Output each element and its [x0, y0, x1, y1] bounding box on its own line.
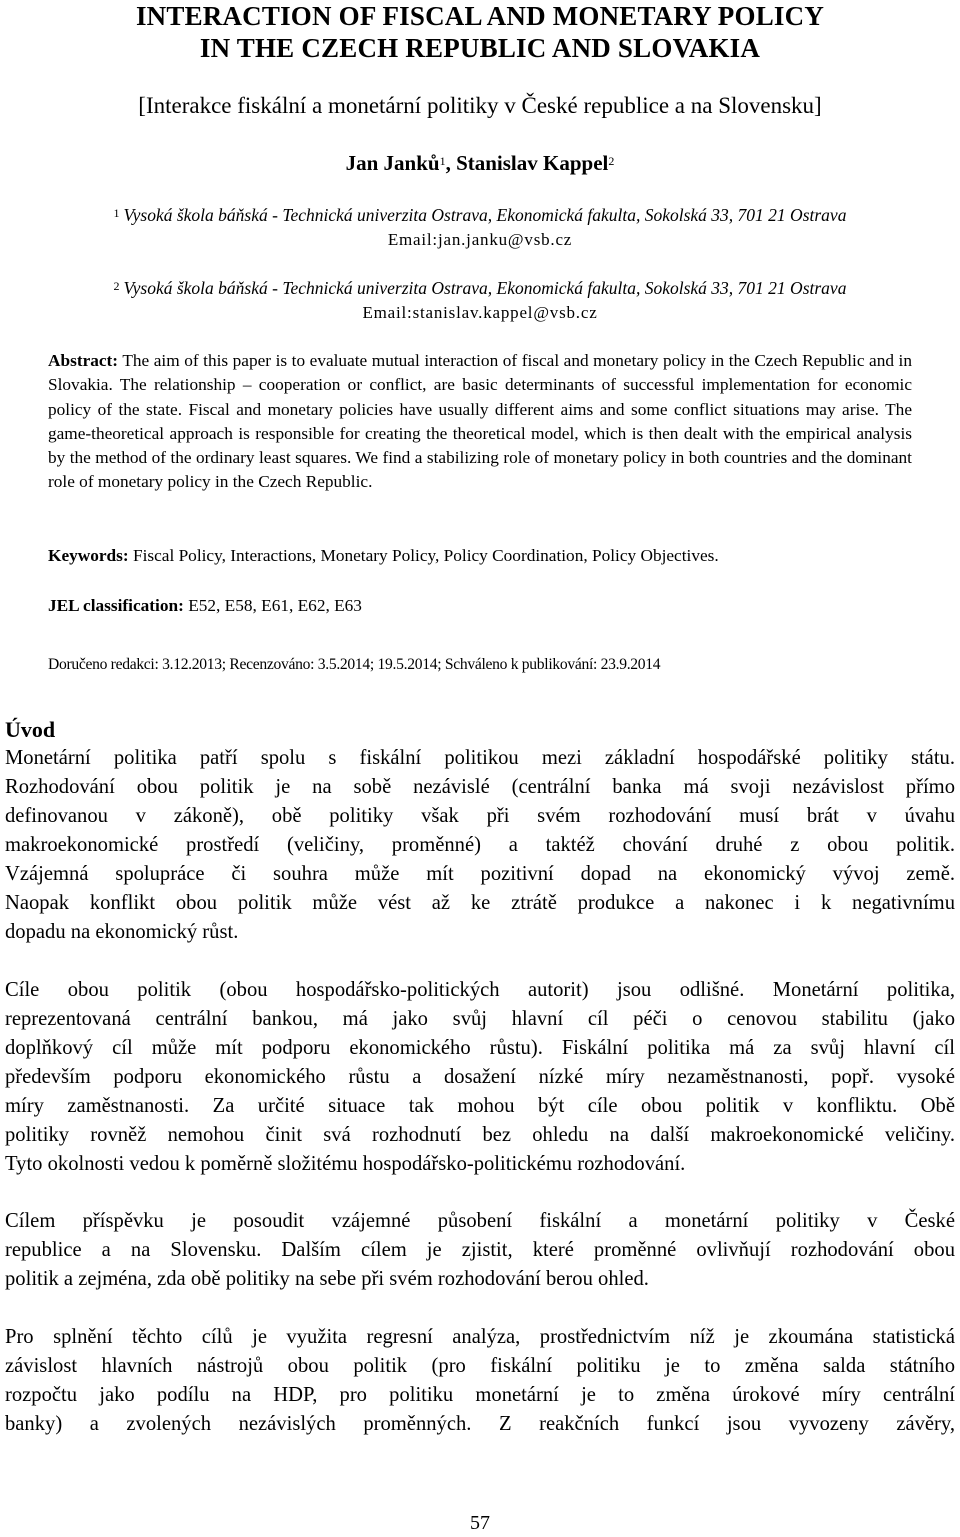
email-1: Email:jan.janku@vsb.cz: [387, 230, 573, 249]
author-affiliation-mark: 1: [439, 154, 446, 168]
author-name: Stanislav Kappel: [456, 151, 609, 175]
paragraph-line: makroekonomické prostředí (veličiny, proměnné) a taktéž chování druhé z obou politik.: [5, 834, 955, 856]
body-paragraph-3: [5, 1207, 955, 1294]
author-affiliation-mark: 2: [608, 154, 615, 168]
author-separator: ,: [445, 151, 457, 175]
paragraph-line: závislost hlavních nástrojů obou politik (pro fiskální politiku je to změna salda státního: [5, 1355, 955, 1377]
paragraph-line: politiky rovněž nemohou činit svá rozhodnutí bez ohledu na další makroekonomické veličiny.: [5, 1124, 955, 1146]
paragraph-line: republice a na Slovensku. Dalším cílem je zjistit, které proměnné ovlivňují rozhodování obou: [5, 1239, 955, 1261]
keywords: [48, 544, 928, 568]
affiliation-number: 2: [113, 279, 120, 293]
affiliation-number: 1: [113, 206, 120, 220]
paragraph-line: rozpočtu jako podílu na HDP, pro politiku monetární je to změna úrokové míry centrální: [5, 1384, 955, 1406]
abstract-text: The aim of this paper is to evaluate mutual interaction of fiscal and monetary policy in the Czech Republic and in Slovakia. The relationship ‒ cooperation or conflict, are basic determinants of successful implementation for economic policy of the state. Fiscal and monetary policies have usually different aims and some conflict situations may arise. The game-theoretical approach is responsible for creating the theoretical model, which is then dealt with the empirical analysis by the method of the ordinary least squares. We find a stabilizing role of monetary policy in both countries and the dominant role of monetary policy in the Czech Republic.: [48, 351, 913, 492]
jel-label: JEL classification:: [48, 596, 184, 615]
body-paragraph-4: [5, 1323, 955, 1439]
authors-line: [0, 150, 960, 176]
paragraph-line: definovanou v zákoně), obě politiky však při svém rozhodování musí brát v úvahu: [5, 805, 955, 827]
editorial-dates: Doručeno redakci: 3.12.2013; Recenzováno: 3.5.2014; 19.5.2014; Schváleno k publikování: 23.9.2014: [48, 656, 661, 673]
paragraph-line: Monetární politika patří spolu s fiskální politikou mezi základní hospodářské politiky státu.: [5, 747, 955, 769]
paragraph-line: reprezentovaná centrální bankou, má jako svůj hlavní cíl péči o cenovou stabilitu (jako: [5, 1008, 955, 1030]
jel-classification: [48, 594, 928, 618]
body-paragraph-2: [5, 976, 955, 1179]
paragraph-line: Tyto okolnosti vedou k poměrně složitému hospodářsko-politickému rozhodování.: [5, 1153, 686, 1175]
jel-codes: E52, E58, E61, E62, E63: [188, 596, 362, 615]
paragraph-line: především podporu ekonomického růstu a dosažení nízké míry nezaměstnanosti, popř. vysoké: [5, 1066, 955, 1088]
body-paragraph-1: [5, 744, 955, 947]
page-number: 57: [470, 1512, 490, 1534]
paragraph-line: míry zaměstnanosti. Za určité situace tak mohou být cíle obou politik v konfliktu. Obě: [5, 1095, 955, 1117]
affiliation-2: [0, 276, 960, 300]
email-2: Email:stanislav.kappel@vsb.cz: [362, 303, 598, 322]
abstract-label: Abstract:: [48, 351, 119, 370]
paper-title-line-1: INTERACTION OF FISCAL AND MONETARY POLICY: [135, 1, 825, 31]
paragraph-line: doplňkový cíl může mít podporu ekonomického růstu). Fiskální politika má za svůj hlavní cíl: [5, 1037, 955, 1059]
paper-subtitle: [Interakce fiskální a monetární politiky v České republice a na Slovensku]: [138, 93, 822, 118]
keywords-text: Fiscal Policy, Interactions, Monetary Policy, Policy Coordination, Policy Objectives.: [132, 546, 719, 565]
paragraph-line: Cílem příspěvku je posoudit vzájemné působení fiskální a monetární politiky v České: [5, 1210, 955, 1232]
paragraph-line: Cíle obou politik (obou hospodářsko-politických autorit) jsou odlišné. Monetární politika,: [5, 979, 955, 1001]
affiliation-text: Vysoká škola báňská - Technická univerzita Ostrava, Ekonomická fakulta, Sokolská 33, 701 21 Ostrava: [123, 278, 847, 298]
section-heading: Úvod: [5, 717, 56, 742]
paragraph-line: banky) a zvolených nezávislých proměnných. Z reakčních funkcí jsou vyvozeny závěry,: [5, 1413, 955, 1435]
keywords-label: Keywords:: [48, 546, 129, 565]
affiliation-1: [0, 203, 960, 227]
paragraph-line: politik a zejména, zda obě politiky na sebe při svém rozhodování berou ohled.: [5, 1268, 649, 1290]
paragraph-line: Pro splnění těchto cílů je využita regresní analýza, prostřednictvím níž je zkoumána statistická: [5, 1326, 955, 1348]
author-name: Jan Janků: [345, 151, 440, 175]
paragraph-line: Rozhodování obou politik je na sobě nezávislé (centrální banka má svoji nezávislost přímo: [5, 776, 955, 798]
abstract: [48, 349, 912, 495]
paragraph-line: dopadu na ekonomický růst.: [5, 921, 239, 943]
paper-title-line-2: IN THE CZECH REPUBLIC AND SLOVAKIA: [199, 33, 761, 63]
paragraph-line: Vzájemná spolupráce či souhra může mít pozitivní dopad na ekonomický vývoj země.: [5, 863, 955, 885]
affiliation-text: Vysoká škola báňská - Technická univerzita Ostrava, Ekonomická fakulta, Sokolská 33, 701 21 Ostrava: [123, 205, 847, 225]
paragraph-line: Naopak konflikt obou politik může vést až ke ztrátě produkce a nakonec i k negativnímu: [5, 892, 955, 914]
